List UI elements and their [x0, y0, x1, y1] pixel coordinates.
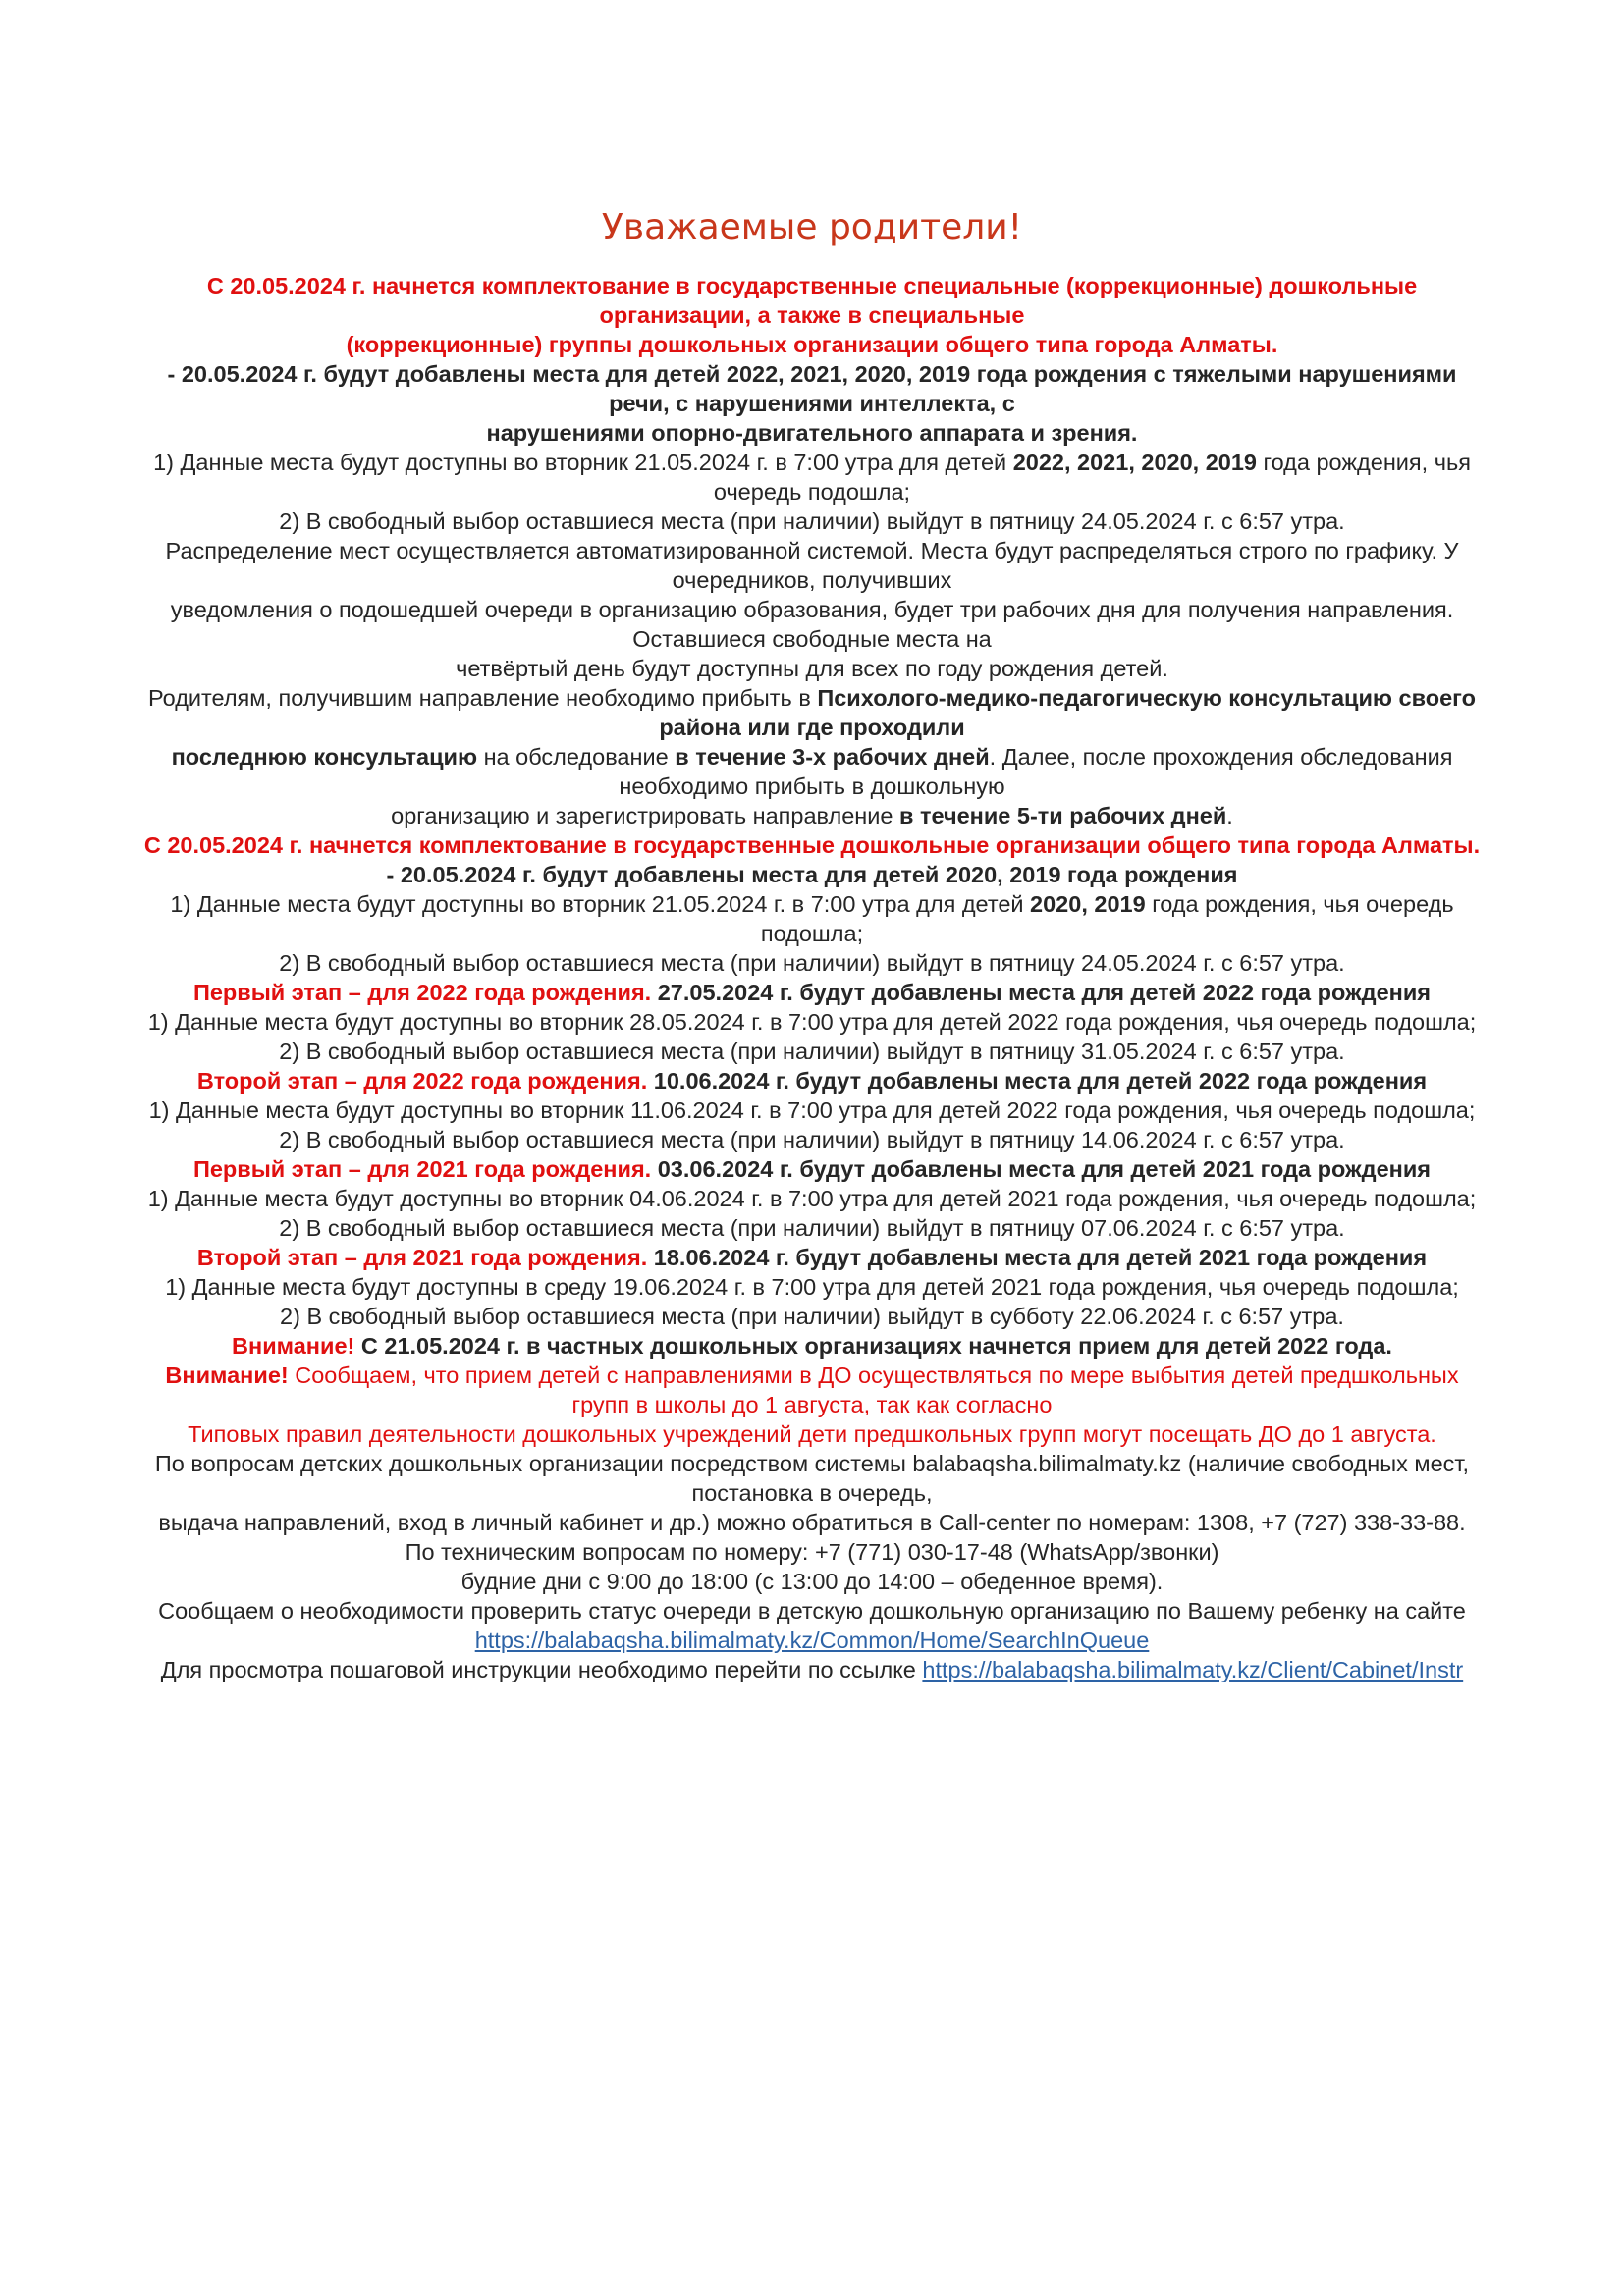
pmpk-info-line: района или где проходили: [659, 715, 965, 740]
text-run: Родителям, получившим направление необходимо прибыть в: [148, 685, 818, 711]
notice-text: Сообщаем, что прием детей с направлениями в ДО осуществляться по мере выбытия детей предшкольных: [288, 1362, 1459, 1388]
instruction-line: [106, 1655, 1518, 1684]
pmpk-info-line: необходимо прибыть в дошкольную: [619, 774, 1005, 799]
attention-label: Внимание!: [232, 1333, 355, 1359]
stage-date-text: 03.06.2024 г. будут добавлены места для детей 2021 года рождения: [651, 1156, 1432, 1182]
search-queue-link[interactable]: https://balabaqsha.bilimalmaty.kz/Common/Home/SearchInQueue: [474, 1628, 1150, 1653]
text-run: на обследование: [477, 744, 676, 770]
distribution-info-line: очередников, получивших: [672, 567, 952, 593]
text-run: года рождения, чья: [1257, 450, 1471, 475]
special-announcement-line: (коррекционные) группы дошкольных организации общего типа города Алматы.: [346, 332, 1278, 357]
stage-heading: [106, 1066, 1518, 1095]
stage-line: 1) Данные места будут доступны во вторник 11.06.2024 г. в 7:00 утра для детей 2022 года рождения, чья очередь подошла;: [148, 1097, 1476, 1123]
text-run: 1) Данные места будут доступны во вторник 21.05.2024 г. в 7:00 утра для детей: [170, 891, 1031, 917]
queue-status-line: Сообщаем о необходимости проверить статус очереди в детскую дошкольную организацию по Вашему ребенку на сайте: [158, 1598, 1466, 1624]
stage-line: 2) В свободный выбор оставшиеся места (при наличии) выйдут в пятницу 31.05.2024 г. с 6:57 утра.: [279, 1039, 1345, 1064]
contact-line: По вопросам детских дошкольных организации посредством системы balabaqsha.bilimalmaty.kz (наличие свободных мест,: [154, 1451, 1470, 1476]
page-title: Уважаемые родители!: [601, 207, 1023, 247]
notice-private: [106, 1331, 1518, 1361]
special-announcement-line: С 20.05.2024 г. начнется комплектование в государственные специальные (коррекционные) дошкольные: [206, 273, 1418, 298]
stage-date-text: 18.06.2024 г. будут добавлены места для детей 2021 года рождения: [647, 1245, 1428, 1270]
stage-line: 1) Данные места будут доступны во вторник 28.05.2024 г. в 7:00 утра для детей 2022 года рождения, чья очередь подошла;: [147, 1009, 1477, 1035]
distribution-info-line: уведомления о подошедшей очереди в организацию образования, будет три рабочих дня для получения направления.: [170, 597, 1454, 622]
document-page: [106, 206, 1518, 1684]
special-availability-line: очередь подошла;: [713, 479, 911, 505]
special-places-line: - 20.05.2024 г. будут добавлены места для детей 2022, 2021, 2020, 2019 года рождения с тяжелыми нарушениями: [167, 361, 1457, 387]
notice-text: С 21.05.2024 г. в частных дошкольных организациях начнется прием для детей 2022 года.: [354, 1333, 1392, 1359]
general-free-choice-line: 2) В свободный выбор оставшиеся места (при наличии) выйдут в пятницу 24.05.2024 г. с 6:57 утра.: [279, 950, 1345, 976]
stage-line: 2) В свободный выбор оставшиеся места (при наличии) выйдут в субботу 22.06.2024 г. с 6:57 утра.: [280, 1304, 1344, 1329]
contact-line: постановка в очередь,: [691, 1480, 933, 1506]
contact-line: будние дни с 9:00 до 18:00 (с 13:00 до 14:00 – обеденное время).: [460, 1569, 1164, 1594]
stage-label: Второй этап – для 2022 года рождения.: [196, 1068, 648, 1094]
stage-label: Второй этап – для 2021 года рождения.: [196, 1245, 648, 1270]
stage-label: Первый этап – для 2021 года рождения.: [192, 1156, 652, 1182]
notice-admission-line: Типовых правил деятельности дошкольных учреждений дети предшкольных групп могут посещать ДО до 1 августа.: [188, 1421, 1436, 1447]
distribution-info-line: четвёртый день будут доступны для всех по году рождения детей.: [456, 656, 1168, 681]
pmpk-info-line: [106, 742, 1518, 772]
special-free-choice-line: 2) В свободный выбор оставшиеся места (при наличии) выйдут в пятницу 24.05.2024 г. с 6:57 утра.: [279, 508, 1345, 534]
last-consultation-bold: последнюю консультацию: [171, 744, 478, 770]
stage-heading: [106, 1154, 1518, 1184]
contact-line: выдача направлений, вход в личный кабинет и др.) можно обратиться в Call-center по номерам: 1308, +7 (727) 338-33-88.: [158, 1510, 1466, 1535]
queue-link-line: [106, 1626, 1518, 1655]
text-run: .: [1226, 803, 1233, 828]
special-places-line: речи, с нарушениями интеллекта, с: [609, 391, 1015, 416]
text-run: организацию и зарегистрировать направление: [391, 803, 899, 828]
distribution-info-line: Распределение мест осуществляется автоматизированной системой. Места будут распределяться строго по графику. У: [165, 538, 1459, 563]
stage-heading: [106, 1243, 1518, 1272]
years-bold: 2022, 2021, 2020, 2019: [1012, 450, 1257, 475]
general-announcement-line: С 20.05.2024 г. начнется комплектование в государственные дошкольные организации общего типа города Алматы.: [143, 832, 1481, 858]
pmpk-bold: Психолого-медико-педагогическую консультацию своего: [817, 685, 1476, 711]
three-days-bold: в течение 3-х рабочих дней: [675, 744, 990, 770]
attention-label: Внимание!: [165, 1362, 289, 1388]
pmpk-info-line: [106, 683, 1518, 713]
stage-date-text: 10.06.2024 г. будут добавлены места для детей 2022 года рождения: [647, 1068, 1428, 1094]
general-availability-line: [106, 889, 1518, 919]
five-days-bold: в течение 5-ти рабочих дней: [898, 803, 1227, 828]
stage-heading: [106, 978, 1518, 1007]
stage-line: 2) В свободный выбор оставшиеся места (при наличии) выйдут в пятницу 07.06.2024 г. с 6:57 утра.: [279, 1215, 1345, 1241]
special-availability-line: [106, 448, 1518, 477]
special-announcement-line: организации, а также в специальные: [599, 302, 1025, 328]
text-run: Для просмотра пошаговой инструкции необходимо перейти по ссылке: [160, 1657, 923, 1682]
stage-line: 1) Данные места будут доступны во вторник 04.06.2024 г. в 7:00 утра для детей 2021 года рождения, чья очередь подошла;: [147, 1186, 1477, 1211]
notice-admission: [106, 1361, 1518, 1390]
pmpk-info-line: [106, 801, 1518, 830]
general-places-line: - 20.05.2024 г. будут добавлены места для детей 2020, 2019 года рождения: [386, 862, 1238, 887]
stage-line: 2) В свободный выбор оставшиеся места (при наличии) выйдут в пятницу 14.06.2024 г. с 6:57 утра.: [279, 1127, 1345, 1152]
stage-label: Первый этап – для 2022 года рождения.: [192, 980, 652, 1005]
stage-line: 1) Данные места будут доступны в среду 19.06.2024 г. в 7:00 утра для детей 2021 года рождения, чья очередь подошла;: [165, 1274, 1459, 1300]
contact-line: По техническим вопросам по номеру: +7 (771) 030-17-48 (WhatsApp/звонки): [405, 1539, 1219, 1565]
years-bold: 2020, 2019: [1030, 891, 1146, 917]
special-places-line: нарушениями опорно-двигательного аппарата и зрения.: [486, 420, 1138, 446]
stage-date-text: 27.05.2024 г. будут добавлены места для детей 2022 года рождения: [651, 980, 1432, 1005]
notice-admission-line: групп в школы до 1 августа, так как согласно: [571, 1392, 1053, 1417]
distribution-info-line: Оставшиеся свободные места на: [632, 626, 992, 652]
text-run: 1) Данные места будут доступны во вторник 21.05.2024 г. в 7:00 утра для детей: [153, 450, 1013, 475]
text-run: . Далее, после прохождения обследования: [989, 744, 1453, 770]
general-availability-line: подошла;: [760, 921, 864, 946]
text-run: года рождения, чья очередь: [1145, 891, 1454, 917]
instruction-link[interactable]: https://balabaqsha.bilimalmaty.kz/Client/Cabinet/Instr: [922, 1657, 1464, 1682]
